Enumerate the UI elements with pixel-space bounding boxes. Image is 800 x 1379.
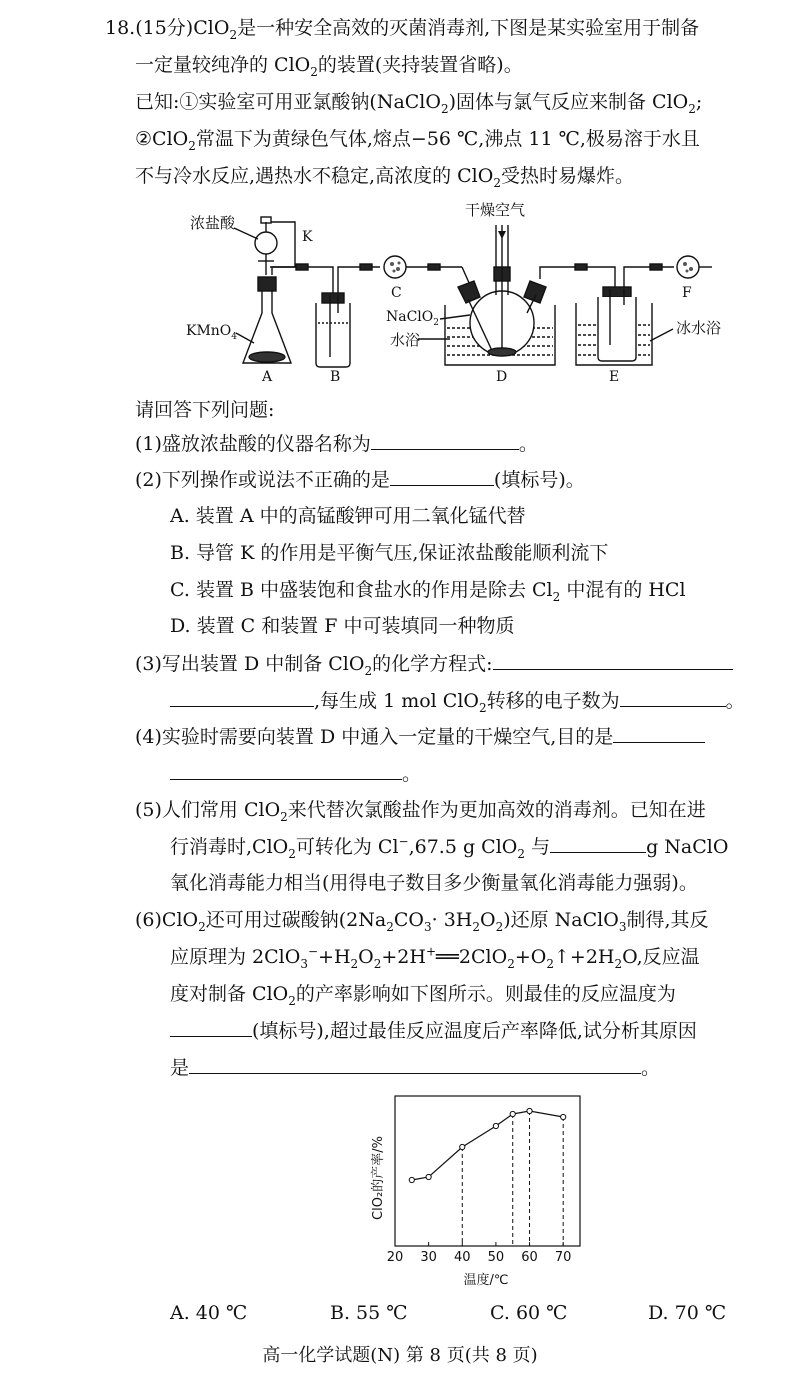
- data-point-55: [510, 1111, 515, 1116]
- label-conc-hcl: 浓盐酸: [190, 214, 236, 232]
- subscript: 2: [364, 663, 373, 678]
- x-axis-label: 温度/℃: [463, 1273, 509, 1288]
- x-tick-label-40: 40: [453, 1250, 471, 1265]
- text-fragment: 应原理为 2ClO: [170, 946, 301, 968]
- text-fragment: ②ClO: [135, 128, 189, 150]
- text-fragment: (6)ClO: [135, 909, 199, 931]
- naclo2-sub: 2: [433, 318, 439, 328]
- text-fragment: · 3H: [431, 909, 473, 931]
- text-fragment: ,67.5 g ClO: [408, 836, 518, 858]
- separatory-funnel: [255, 232, 277, 254]
- q4-line-2: [170, 761, 421, 786]
- subscript: 2: [373, 956, 382, 971]
- text-fragment: 是: [170, 1057, 190, 1079]
- data-point-60: [527, 1108, 532, 1113]
- text-fragment: 已知:①实验室可用亚氯酸钠(NaClO: [135, 91, 441, 113]
- text-fragment: (5)人们常用 ClO: [135, 799, 281, 821]
- x-tick-label-60: 60: [521, 1250, 538, 1265]
- text-fragment: 的装置(夹持装置省略)。: [317, 54, 523, 76]
- label-f: F: [682, 285, 692, 301]
- q1: [135, 431, 538, 456]
- label-dry-air: 干燥空气: [465, 201, 526, 219]
- subscript: 2: [478, 700, 487, 715]
- answer-option-d[interactable]: D. 70 ℃: [648, 1302, 727, 1324]
- q4-answer-blank[interactable]: [613, 724, 705, 743]
- wash-bottle-b: [316, 303, 350, 367]
- q3-equation-blank-cont[interactable]: [170, 688, 314, 707]
- series-line: [412, 1111, 563, 1180]
- q6-reason-blank[interactable]: [189, 1055, 641, 1074]
- text-fragment: (填标号),超过最佳反应温度后产率降低,试分析其原因: [252, 1020, 697, 1042]
- text-fragment: 来代替次氯酸盐作为更加高效的消毒剂。已知在进: [287, 799, 706, 821]
- pressure-tube-k: [270, 222, 295, 267]
- known-line-3: [135, 164, 634, 188]
- superscript: +: [425, 944, 437, 959]
- apparatus-diagram: [0, 195, 800, 385]
- kmno4-text: KMnO: [186, 323, 232, 339]
- q2-option-c: [170, 578, 686, 602]
- q3-electron-blank[interactable]: [620, 688, 726, 707]
- text-fragment: 。: [641, 1057, 661, 1079]
- text-fragment: 转移的电子数为: [486, 690, 620, 712]
- subscript: 2: [280, 809, 288, 824]
- text-fragment: 与: [531, 836, 551, 858]
- q6-line-5: [170, 1055, 660, 1080]
- text-fragment: ClO: [193, 17, 230, 39]
- text-fragment: +H: [318, 946, 351, 968]
- subscript: 2: [507, 956, 515, 971]
- page-footer: 高一化学试题(N) 第 8 页(共 8 页): [262, 1345, 538, 1366]
- data-point-50: [493, 1123, 498, 1128]
- subscript: 2: [288, 846, 296, 861]
- subscript: 2: [288, 993, 296, 1008]
- text-fragment: 。: [518, 433, 538, 455]
- text-fragment: 的产率影响如下图所示。则最佳的反应温度为: [295, 983, 676, 1005]
- known-line-2: [135, 127, 700, 151]
- text-fragment: 不与冷水反应,遇热水不稳定,高浓度的 ClO: [135, 165, 494, 187]
- subscript: 2: [310, 64, 318, 79]
- text-fragment: 度对制备 ClO: [170, 983, 289, 1005]
- q1-text: (1)盛放浓盐酸的仪器名称为: [135, 433, 371, 455]
- text-fragment: 行消毒时,ClO: [170, 836, 289, 858]
- q6-line-3: [170, 982, 676, 1006]
- question-points: (15分): [135, 17, 194, 39]
- subscript: 2: [386, 919, 394, 934]
- q2-option-a: A. 装置 A 中的高锰酸钾可用二氧化锰代替: [170, 505, 526, 527]
- subscript: 2: [688, 101, 696, 116]
- subscript: 2: [350, 956, 359, 971]
- text-fragment: 受热时易爆炸。: [500, 165, 634, 187]
- x-tick-label-20: 20: [386, 1250, 404, 1265]
- label-c: C: [391, 285, 402, 301]
- plot-frame: [395, 1096, 580, 1246]
- naclo2-text: NaClO: [386, 309, 434, 325]
- data-point-25: [409, 1177, 414, 1182]
- label-ice-bath: 冰水浴: [676, 319, 722, 337]
- data-point-30: [426, 1174, 431, 1179]
- q3: [135, 651, 733, 676]
- subscript: 2: [188, 138, 196, 153]
- subscript: 2: [440, 101, 449, 116]
- y-axis-label: ClO₂的产率/%: [371, 1136, 386, 1220]
- text-fragment: +2H: [381, 946, 426, 968]
- q2-answer-blank[interactable]: [390, 467, 494, 486]
- q3-equation-blank[interactable]: [493, 651, 733, 670]
- text-fragment: ,每生成 1 mol ClO: [314, 690, 479, 712]
- q4-text: (4)实验时需要向装置 D 中通入一定量的干燥空气,目的是: [135, 726, 614, 748]
- label-a: A: [262, 369, 273, 385]
- answer-option-c[interactable]: C. 60 ℃: [490, 1302, 568, 1324]
- label-d: D: [496, 369, 508, 385]
- q6-line-2: [170, 945, 700, 969]
- subscript: 2: [229, 27, 238, 42]
- subscript: 2: [546, 956, 554, 971]
- text-fragment: (3)写出装置 D 中制备 ClO: [135, 653, 365, 675]
- x-tick-label-50: 50: [487, 1250, 505, 1265]
- subscript: 2: [552, 589, 561, 604]
- label-water-bath: 水浴: [390, 331, 421, 349]
- text-fragment: )固体与氯气反应来制备 ClO: [448, 91, 689, 113]
- x-tick-label-30: 30: [420, 1250, 437, 1265]
- subscript: 2: [517, 846, 526, 861]
- text-fragment: 是一种安全高效的灭菌消毒剂,下图是某实验室用于制备: [237, 17, 700, 39]
- text-fragment: 。: [402, 763, 422, 785]
- label-naclo2: [386, 309, 439, 328]
- q3-line-2: [170, 688, 745, 713]
- text-fragment: 的化学方程式:: [372, 653, 493, 675]
- collection-bottle-e: [598, 297, 636, 361]
- subscript: 2: [198, 919, 206, 934]
- q2-option-b: B. 导管 K 的作用是平衡气压,保证浓盐酸能顺利流下: [170, 542, 609, 564]
- data-point-70: [561, 1114, 566, 1119]
- text-fragment: )还原 NaClO: [503, 909, 619, 931]
- q5-line-2: [170, 834, 728, 859]
- known-line-1: [135, 90, 702, 114]
- subscript: 3: [618, 919, 627, 934]
- question-number: 18.: [105, 17, 136, 39]
- q2-option-d: D. 装置 C 和装置 F 中可装填同一种物质: [170, 615, 515, 637]
- subscript: 2: [472, 919, 481, 934]
- subscript: 3: [300, 956, 308, 971]
- answer-options: [170, 1301, 726, 1325]
- q2-text: (2)下列操作或说法不正确的是: [135, 469, 390, 491]
- answer-option-b[interactable]: B. 55 ℃: [330, 1302, 408, 1324]
- text-fragment: C. 装置 B 中盛装饱和食盐水的作用是除去 Cl: [170, 579, 553, 601]
- q6: [135, 908, 709, 932]
- yield-temperature-chart: [360, 1088, 600, 1294]
- kmno4-sub: 4: [231, 332, 238, 342]
- text-fragment: +O: [514, 946, 547, 968]
- q1-answer-blank[interactable]: [371, 431, 519, 450]
- label-b: B: [330, 369, 341, 385]
- drying-tube-c: [384, 256, 406, 278]
- q5-answer-blank[interactable]: [550, 834, 646, 853]
- subscript: 3: [423, 919, 432, 934]
- answer-option-a[interactable]: A. 40 ℃: [170, 1302, 248, 1324]
- x-tick-label-70: 70: [554, 1250, 572, 1265]
- text-fragment: (填标号)。: [493, 469, 585, 491]
- superscript: −: [398, 834, 409, 849]
- text-fragment: ;: [695, 91, 703, 113]
- text-fragment: g NaClO: [646, 836, 729, 858]
- q4: [135, 724, 705, 749]
- text-fragment: 制得,其反: [626, 909, 709, 931]
- text-fragment: O: [480, 909, 496, 931]
- text-fragment: 还可用过碳酸钠(2Na: [205, 909, 387, 931]
- data-point-40: [460, 1144, 465, 1149]
- label-kmno4: [186, 323, 237, 342]
- subscript: 2: [493, 175, 501, 190]
- q5-line-3: 氧化消毒能力相当(用得电子数目多少衡量氧化消毒能力强弱)。: [170, 872, 698, 894]
- header-line-2: [135, 53, 523, 77]
- text-fragment: O,反应温: [622, 946, 700, 968]
- q6-temp-blank[interactable]: [170, 1018, 252, 1037]
- label-e: E: [609, 369, 620, 385]
- q5: [135, 798, 706, 822]
- intro-text: 请回答下列问题:: [135, 399, 275, 421]
- text-fragment: ↑+2H: [553, 946, 615, 968]
- text-fragment: 中混有的 HCl: [566, 579, 686, 601]
- label-k: K: [302, 229, 313, 245]
- superscript: −: [307, 944, 319, 959]
- q2: [135, 467, 585, 492]
- text-fragment: O: [358, 946, 374, 968]
- question-header: [105, 16, 699, 40]
- text-fragment: CO: [393, 909, 424, 931]
- text-fragment: ══2ClO: [436, 946, 508, 968]
- text-fragment: 一定量较纯净的 ClO: [135, 54, 311, 76]
- text-fragment: 可转化为 Cl: [295, 836, 399, 858]
- q6-line-4: [170, 1018, 697, 1043]
- subscript: 2: [495, 919, 504, 934]
- subscript: 2: [614, 956, 623, 971]
- text-fragment: 。: [725, 690, 745, 712]
- text-fragment: 常温下为黄绿色气体,熔点−56 ℃,沸点 11 ℃,极易溶于水且: [195, 128, 700, 150]
- q4-answer-blank-cont[interactable]: [170, 761, 402, 780]
- drying-tube-f: [677, 256, 699, 278]
